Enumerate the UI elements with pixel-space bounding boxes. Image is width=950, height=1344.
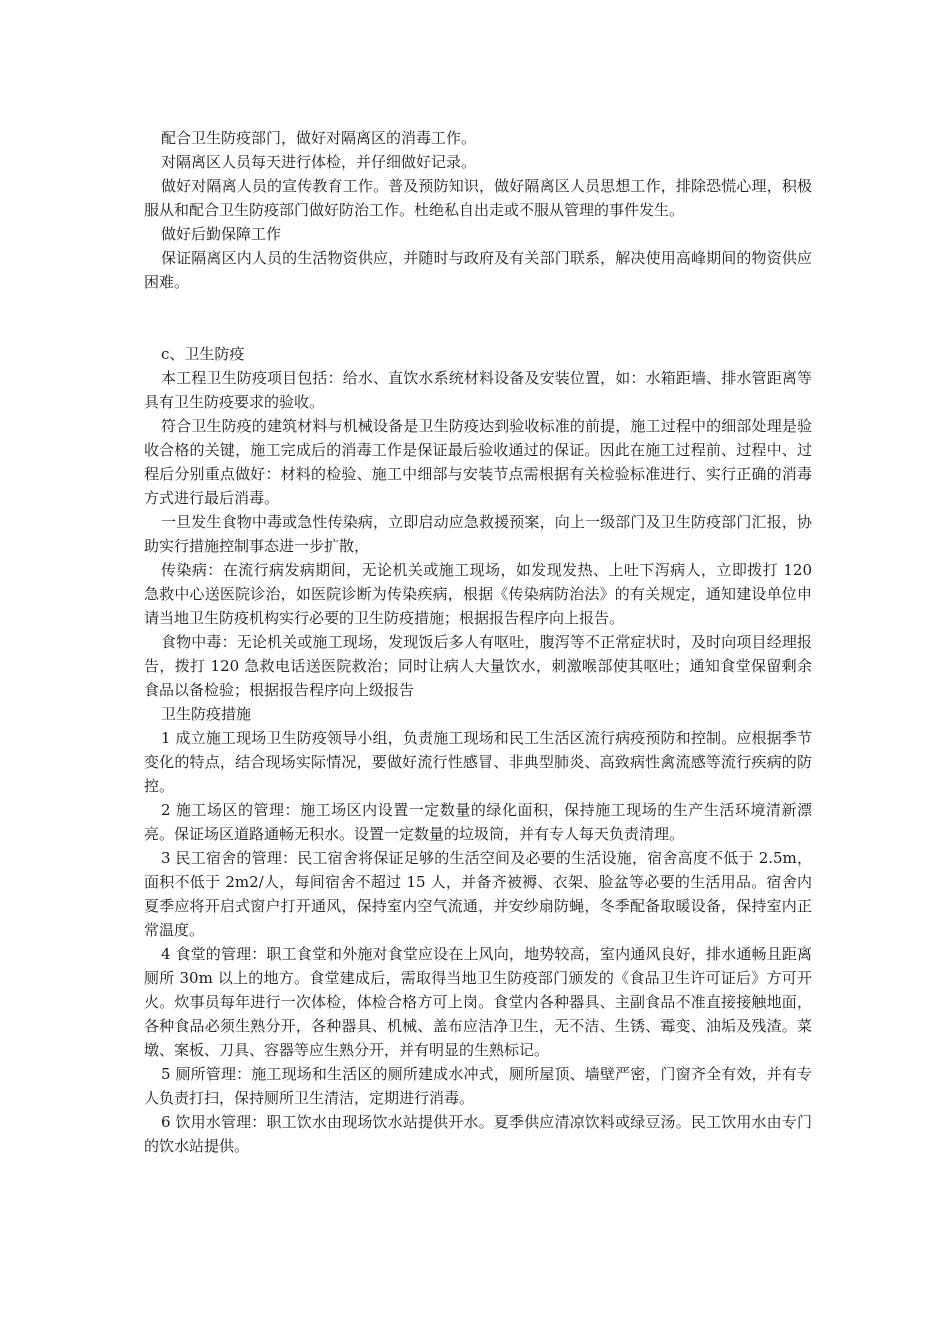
paragraph-measure-4: 4 食堂的管理：职工食堂和外施对食堂应设在上风向，地势较高，室内通风良好，排水通畅且距离厕所 30m 以上的地方。食堂建成后，需取得当地卫生防疫部门颁发的《食品卫生许可证后》方可开火。炊事员每年进行一次体检，体检合格方可上岗。食堂内各种器具、主副食品不准直接接触地面，各种食品必须生熟分开，各种器具、机械、盖布应洁净卫生，无不洁、生锈、霉变、油垢及残渣。菜墩、案板、刀具、容器等应生熟分开，并有明显的生熟标记。 bbox=[144, 945, 812, 1059]
paragraph-emergency: 一旦发生食物中毒或急性传染病，立即启动应急救援预案，向上一级部门及卫生防疫部门汇报，协助实行措施控制事态进一步扩散， bbox=[144, 513, 812, 555]
paragraph-logistics-heading: 做好后勤保障工作 bbox=[161, 225, 282, 243]
paragraph-measures-heading: 卫生防疫措施 bbox=[161, 705, 252, 723]
paragraph-measure-2: 2 施工场区的管理：施工场区内设置一定数量的绿化面积，保持施工现场的生产生活环境清新漂亮。保证场区道路通畅无积水。设置一定数量的垃圾筒，并有专人每天负责清理。 bbox=[144, 801, 812, 843]
document-body bbox=[144, 126, 812, 1158]
paragraph-infectious-disease: 传染病：在流行病发病期间，无论机关或施工现场，如发现发热、上吐下泻病人，立即拨打 120 急救中心送医院诊治，如医院诊断为传染疾病，根据《传染病防治法》的有关规定，通知建设单位申请当地卫生防疫机构实行必要的卫生防疫措施；根据报告程序向上报告。 bbox=[144, 561, 812, 627]
paragraph-materials: 符合卫生防疫的建筑材料与机械设备是卫生防疫达到验收标准的前提，施工过程中的细部处理是验收合格的关键，施工完成后的消毒工作是保证最后验收通过的保证。因此在施工过程前、过程中、过程后分别重点做好：材料的检验、施工中细部与安装节点需根据有关检验标准进行、实行正确的消毒方式进行最后消毒。 bbox=[144, 417, 812, 507]
paragraph-project-items: 本工程卫生防疫项目包括：给水、直饮水系统材料设备及安装位置，如：水箱距墙、排水管距离等具有卫生防疫要求的验收。 bbox=[144, 369, 812, 411]
paragraph-education: 做好对隔离人员的宣传教育工作。普及预防知识，做好隔离区人员思想工作，排除恐慌心理，积极服从和配合卫生防疫部门做好防治工作。杜绝私自出走或不服从管理的事件发生。 bbox=[144, 177, 812, 219]
section-heading-hygiene: c、卫生防疫 bbox=[161, 345, 245, 363]
section-spacer bbox=[144, 294, 812, 342]
paragraph-supplies: 保证隔离区内人员的生活物资供应，并随时与政府及有关部门联系，解决使用高峰期间的物资供应困难。 bbox=[144, 249, 812, 291]
paragraph-disinfection: 配合卫生防疫部门，做好对隔离区的消毒工作。 bbox=[161, 129, 477, 147]
paragraph-food-poisoning: 食物中毒：无论机关或施工现场，发现饭后多人有呕吐，腹泻等不正常症状时，及时向项目经理报告，拨打 120 急救电话送医院救治；同时让病人大量饮水，刺激喉部使其呕吐；通知食堂保留剩余食品以备检验；根据报告程序向上级报告 bbox=[144, 633, 812, 699]
paragraph-measure-1: 1 成立施工现场卫生防疫领导小组，负责施工现场和民工生活区流行病疫预防和控制。应根据季节变化的特点，结合现场实际情况，要做好流行性感冒、非典型肺炎、高致病性禽流感等流行疾病的防控。 bbox=[144, 729, 812, 795]
paragraph-measure-6: 6 饮用水管理：职工饮水由现场饮水站提供开水。夏季供应清凉饮料或绿豆汤。民工饮用水由专门的饮水站提供。 bbox=[144, 1113, 812, 1155]
paragraph-measure-3: 3 民工宿舍的管理：民工宿舍将保证足够的生活空间及必要的生活设施，宿舍高度不低于 2.5m，面积不低于 2m2/人，每间宿舍不超过 15 人，并备齐被褥、衣架、脸盆等必要的生活用品。宿舍内夏季应将开启式窗户打开通风，保持室内空气流通，并安纱扇防蝇，冬季配备取暖设备，保持室内正常温度。 bbox=[144, 849, 812, 939]
paragraph-daily-checkup: 对隔离区人员每天进行体检，并仔细做好记录。 bbox=[161, 153, 477, 171]
paragraph-measure-5: 5 厕所管理：施工现场和生活区的厕所建成水冲式，厕所屋顶、墙壁严密，门窗齐全有效，并有专人负责打扫，保持厕所卫生清洁，定期进行消毒。 bbox=[144, 1065, 812, 1107]
